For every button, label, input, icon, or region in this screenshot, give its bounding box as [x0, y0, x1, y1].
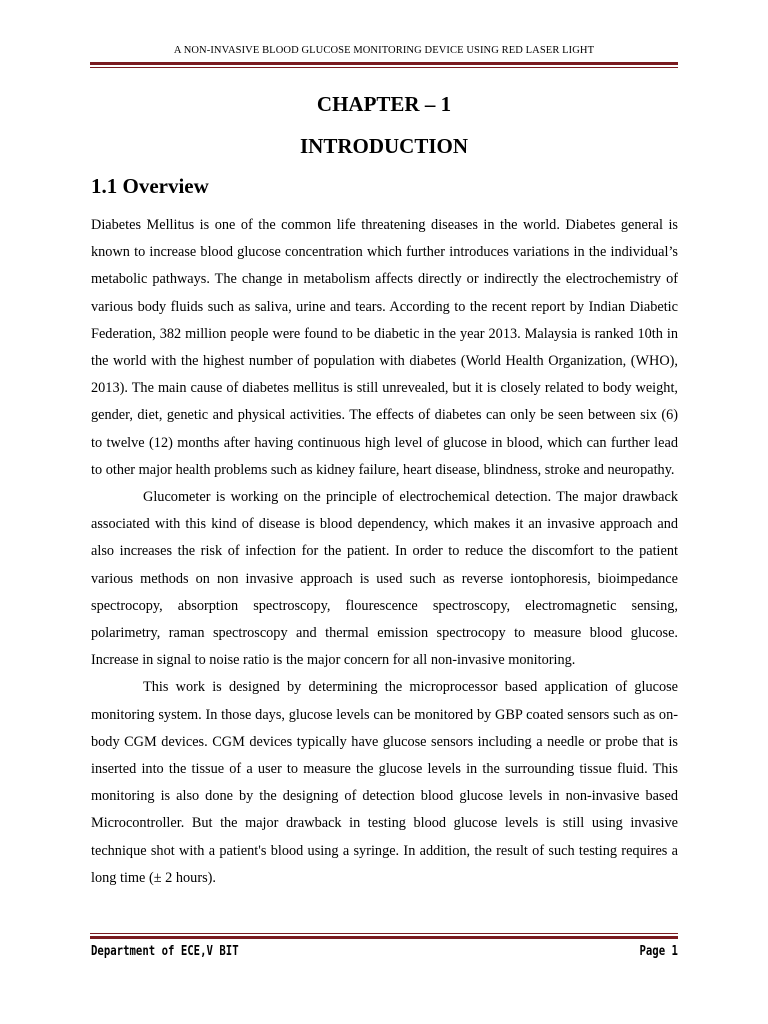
footer-rule-thin: [90, 933, 678, 934]
footer-department: Department of ECE,V BIT: [91, 944, 239, 959]
body-text: [91, 212, 678, 892]
footer-page-number: Page 1: [639, 944, 678, 959]
header-rule-thin: [90, 67, 678, 68]
header-rule-thick: [90, 62, 678, 65]
running-header: A NON-INVASIVE BLOOD GLUCOSE MONITORING DEVICE USING RED LASER LIGHT: [173, 45, 595, 56]
footer-rule-thick: [90, 936, 678, 939]
chapter-title: INTRODUCTION: [299, 134, 469, 158]
paragraph: Glucometer is working on the principle of electrochemical detection. The major drawback associated with this kind of disease is blood dependency, which makes it an invasive approach and also increases the risk of infection for the patient. In order to reduce the discomfort to the patient various methods on non invasive approach is used such as reverse iontophoresis, bioimpedance spectrocopy, absorption spectroscopy, flourescence spectroscopy, electromagnetic sensing, polarimetry, raman spectroscopy and thermal emission spectrocopy to measure blood glucose. Increase in signal to noise ratio is the major concern for all non-invasive monitoring.: [91, 489, 678, 669]
paragraph: This work is designed by determining the microprocessor based application of glucose monitoring system. In those days, glucose levels can be monitored by GBP coated sensors such as on-body CGM devices. CGM devices typically have glucose sensors including a needle or probe that is inserted into the tissue of a user to measure the glucose levels in the surrounding tissue fluid. This monitoring is also done by the designing of detection blood glucose levels in non-invasive based Microcontroller. But the major drawback in testing blood glucose levels is still using invasive technique shot with a patient's blood using a syringe. In addition, the result of such testing requires a long time (± 2 hours).: [91, 679, 678, 886]
section-heading: 1.1 Overview: [91, 174, 209, 198]
chapter-number: CHAPTER – 1: [316, 92, 452, 116]
paragraph: Diabetes Mellitus is one of the common life threatening diseases in the world. Diabetes general is known to increase blood glucose concentration which further introduces variations in the individual’s metabolic pathways. The change in metabolism affects directly or indirectly the electrochemistry of various body fluids such as saliva, urine and tears. According to the recent report by Indian Diabetic Federation, 382 million people were found to be diabetic in the year 2013. Malaysia is ranked 10th in the world with the highest number of population with diabetes (World Health Organization, (WHO), 2013). The main cause of diabetes mellitus is still unrevealed, but it is closely related to body weight, gender, diet, genetic and physical activities. The effects of diabetes can only be seen between six (6) to twelve (12) months after having continuous high level of glucose in blood, which can further lead to other major health problems such as kidney failure, heart disease, blindness, stroke and neuropathy.: [91, 217, 678, 478]
